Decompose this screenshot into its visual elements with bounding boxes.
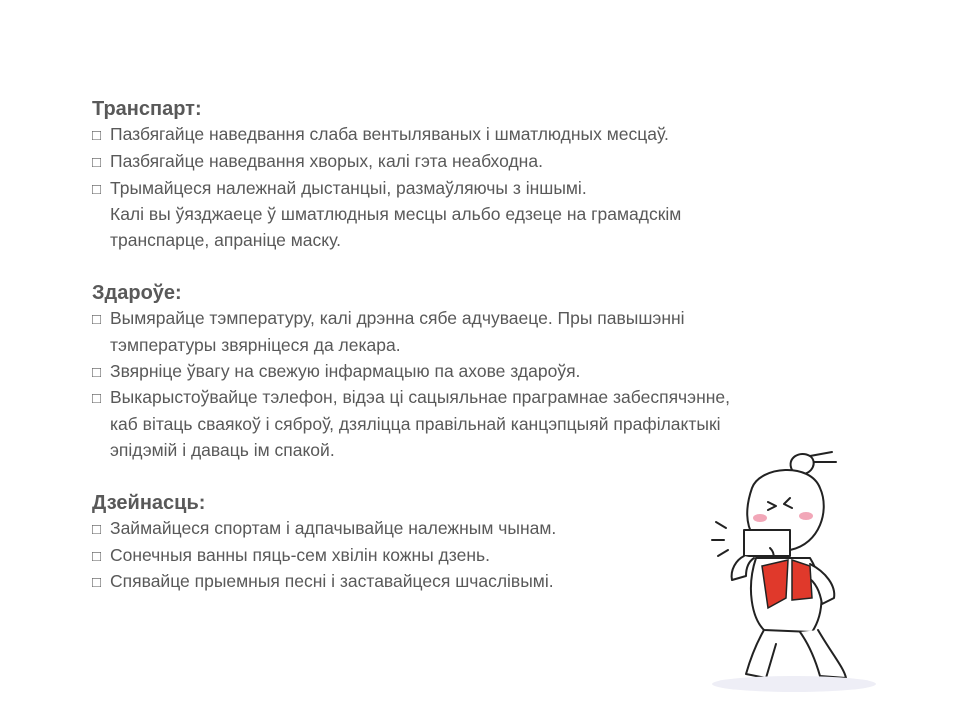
list-item [92, 122, 892, 149]
list-item [92, 306, 892, 333]
list-item-continuation: транспарце, апраніце маску. [110, 230, 341, 251]
list-item-text: Вымярайце тэмпературу, калі дрэнна сябе адчуваеце. Пры павышэнні [110, 307, 685, 328]
section-transport [92, 96, 892, 254]
list-item-text: Спявайце прыемныя песні і заставайцеся шчаслівымі. [110, 571, 554, 592]
list-item-continuation: тэмпературы звярніцеся да лекара. [110, 334, 401, 355]
list-item-continuation: каб вітаць сваякоў і сяброў, дзяліцца правільнай канцэпцыяй прафілактыкі [110, 414, 721, 435]
list-item [92, 149, 892, 176]
list-item-text: Выкарыстоўвайце тэлефон, відэа ці сацыяльнае праграмнае забеспячэнне, [110, 387, 731, 408]
list-item [92, 385, 892, 412]
checkbox-bullet-icon: □ [92, 153, 102, 171]
sneezing-person-icon [660, 448, 910, 698]
checkbox-bullet-icon: □ [92, 520, 102, 538]
checkbox-bullet-icon: □ [92, 180, 102, 198]
checkbox-bullet-icon: □ [92, 547, 102, 565]
section-heading: Транспарт: [92, 98, 202, 120]
list-item-text: Трымайцеся належнай дыстанцыі, размаўляючы з іншымі. [110, 177, 587, 198]
list-item-text: Сонечныя ванны пяць-сем хвілін кожны дзень. [110, 544, 490, 565]
checkbox-bullet-icon: □ [92, 390, 102, 408]
checkbox-bullet-icon: □ [92, 127, 102, 144]
list-item-continuation: Калі вы ўязджаеце ў шматлюдныя месцы альбо едзеце на грамадскім [110, 204, 682, 225]
list-item-text: Звярніце ўвагу на свежую інфармацыю па ахове здароўя. [110, 360, 581, 381]
list-item [92, 176, 892, 203]
checkbox-bullet-icon: □ [92, 310, 102, 328]
list-item-text: Пазбягайце наведвання хворых, калі гэта неабходна. [110, 150, 543, 171]
list-item-continuation: эпідэмій і даваць ім спакой. [110, 439, 335, 460]
section-heading: Дзейнасць: [92, 491, 206, 514]
list-item [92, 359, 892, 386]
list-item-text: Займайцеся спортам і адпачывайце належным чынам. [110, 517, 557, 538]
section-health [92, 280, 892, 464]
checkbox-bullet-icon: □ [92, 574, 102, 592]
sneezing-person-illustration [660, 448, 910, 698]
checkbox-bullet-icon: □ [92, 363, 102, 381]
section-heading: Здароўе: [92, 281, 182, 304]
list-item-text: Пазбягайце наведвання слаба вентыляваных і шматлюдных месцаў. [110, 124, 669, 144]
